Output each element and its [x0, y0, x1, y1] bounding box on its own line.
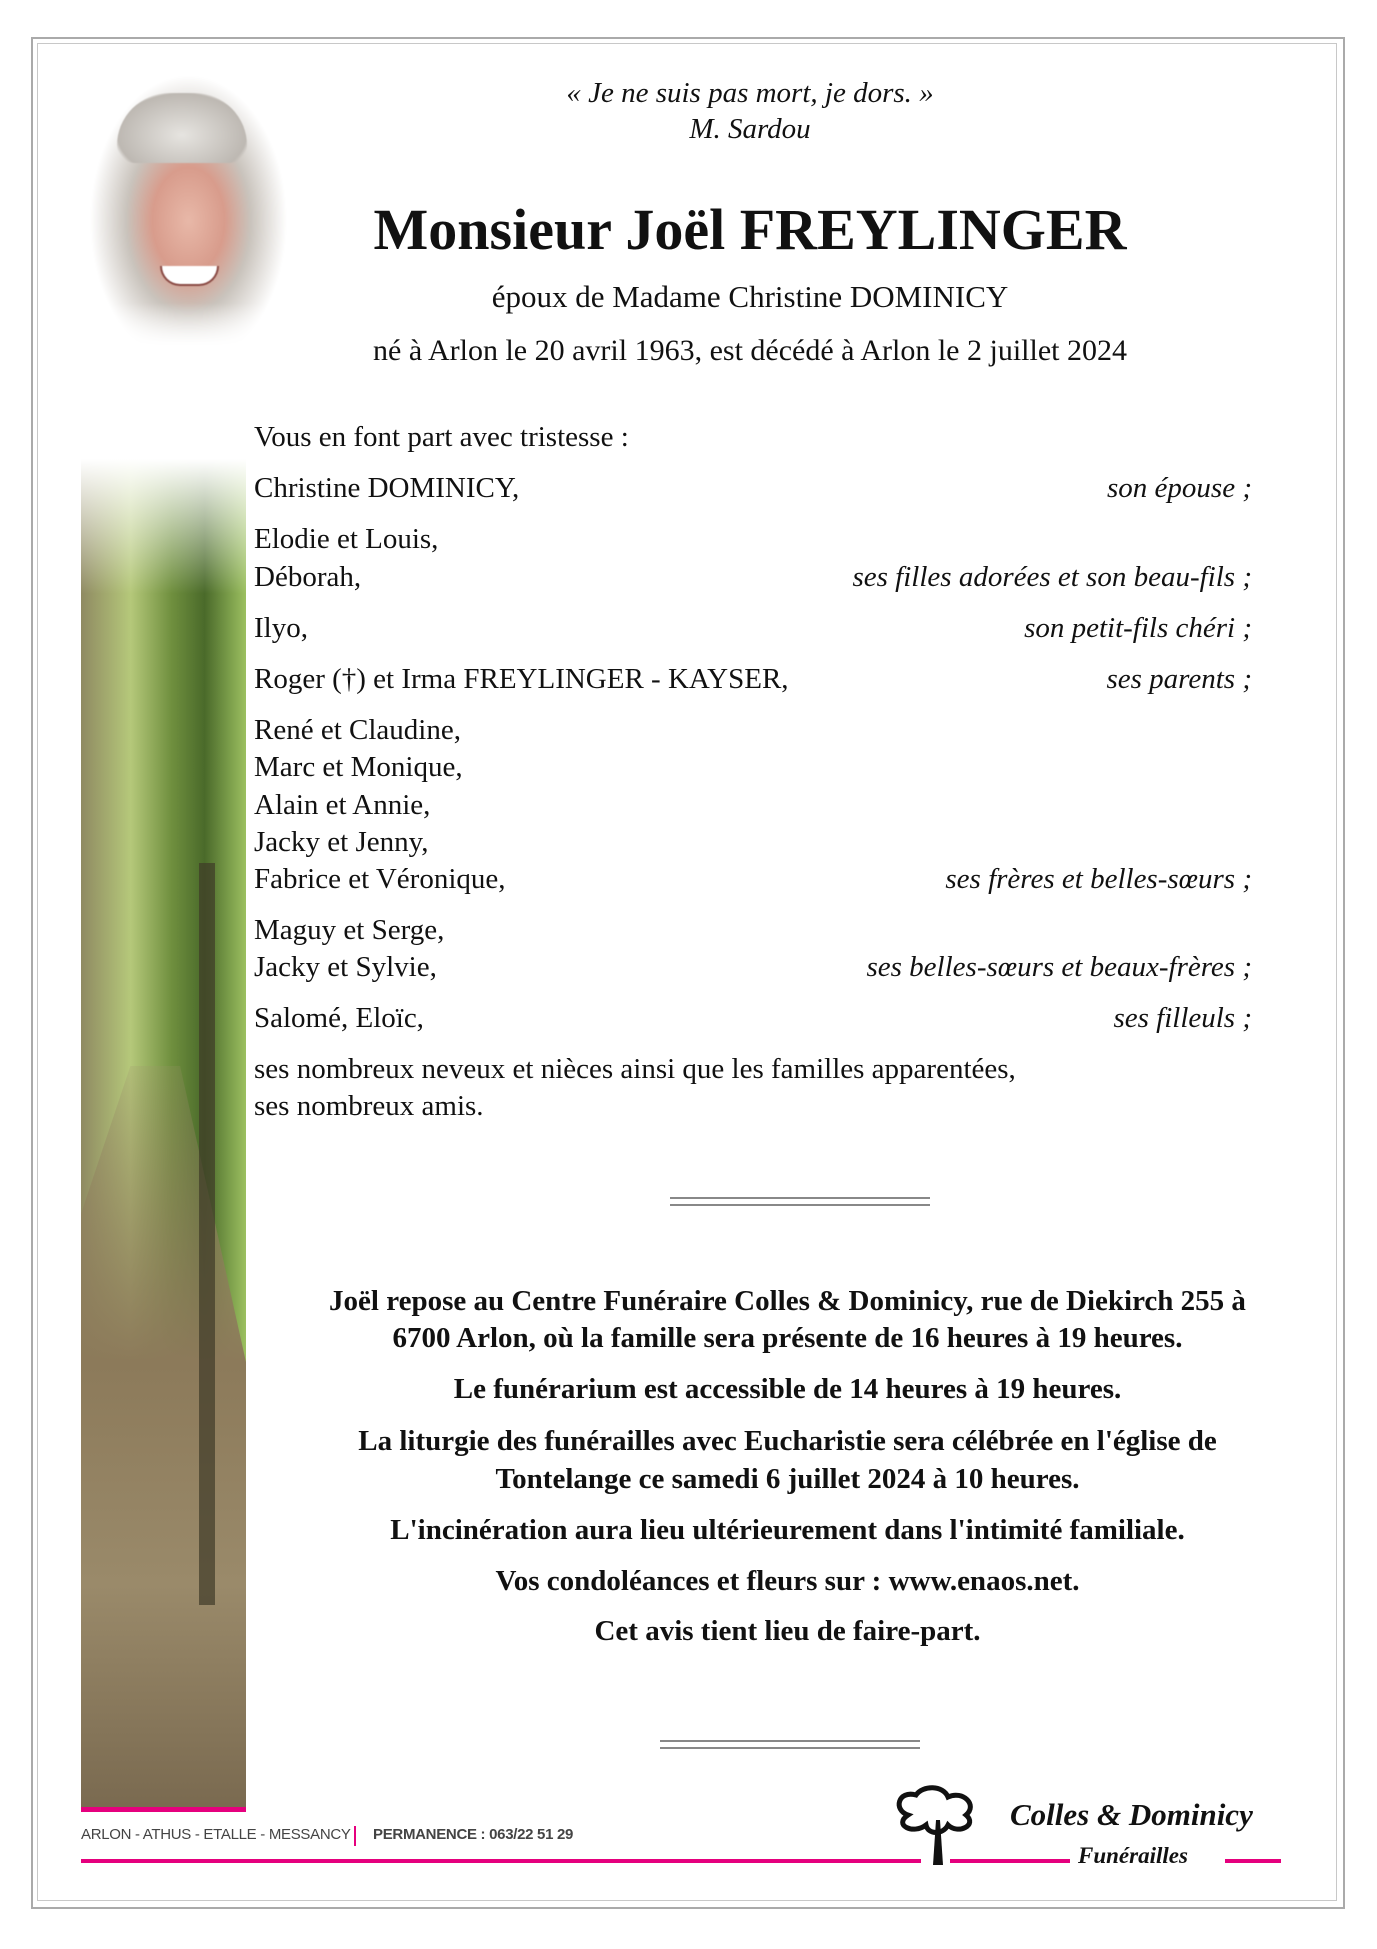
- tree-logo-icon: [888, 1785, 983, 1870]
- logo-subtitle: Funérailles: [1078, 1843, 1188, 1868]
- family-row: [254, 661, 1252, 697]
- footer-line: [81, 1859, 921, 1863]
- family-row: [254, 559, 1252, 595]
- spouse-line: époux de Madame Christine DOMINICY: [491, 279, 1009, 314]
- family-members: Marc et Monique,: [254, 751, 463, 783]
- family-row: [254, 861, 1252, 897]
- family-row: [254, 912, 1252, 948]
- family-members: Jacky et Sylvie,: [254, 951, 437, 983]
- family-members: Elodie et Louis,: [254, 523, 439, 555]
- family-relation: son petit-fils chéri ;: [1024, 612, 1252, 644]
- logo-name: Colles & Dominicy: [1010, 1797, 1253, 1832]
- family-relation: ses filles adorées et son beau-fils ;: [852, 561, 1252, 593]
- family-relation: ses frères et belles-sœurs ;: [945, 863, 1252, 895]
- family-members: Fabrice et Véronique,: [254, 863, 506, 895]
- family-relation: ses belles-sœurs et beaux-frères ;: [866, 951, 1252, 983]
- info-line: 6700 Arlon, où la famille sera présente de 16 heures à 19 heures.: [392, 1322, 1183, 1354]
- intro-line: [254, 419, 1252, 455]
- family-row: [254, 1000, 1252, 1036]
- info-line: La liturgie des funérailles avec Eucharistie sera célébrée en l'église de: [358, 1425, 1217, 1457]
- family-row: [254, 824, 1252, 860]
- family-row: [254, 610, 1252, 646]
- dates-line: né à Arlon le 20 avril 1963, est décédé à Arlon le 2 juillet 2024: [373, 334, 1127, 367]
- info-line: Joël repose au Centre Funéraire Colles & Dominicy, rue de Diekirch 255 à: [329, 1285, 1246, 1317]
- family-members: Déborah,: [254, 561, 362, 593]
- family-row: [254, 712, 1252, 748]
- portrait-photo: [62, 68, 292, 373]
- family-members: ses nombreux neveux et nièces ainsi que les familles apparentées,: [254, 1053, 1016, 1085]
- family-members: Salomé, Eloïc,: [254, 1002, 424, 1034]
- family-row: [254, 749, 1252, 785]
- family-members: Ilyo,: [254, 612, 308, 644]
- footer-separator: [354, 1826, 356, 1846]
- family-members: Maguy et Serge,: [254, 914, 445, 946]
- family-row: [254, 1088, 1252, 1124]
- quote-text: « Je ne suis pas mort, je dors. »: [566, 77, 934, 109]
- divider: [660, 1740, 920, 1749]
- info-line: Le funérarium est accessible de 14 heures à 19 heures.: [453, 1373, 1122, 1405]
- family-row: [254, 1051, 1252, 1087]
- family-members: René et Claudine,: [254, 714, 461, 746]
- family-row: [254, 787, 1252, 823]
- family-row: [254, 521, 1252, 557]
- family-relation: ses filleuls ;: [1113, 1002, 1252, 1034]
- info-line: Tontelange ce samedi 6 juillet 2024 à 10 heures.: [495, 1463, 1080, 1495]
- footer-line: [1225, 1859, 1281, 1863]
- info-line: Cet avis tient lieu de faire-part.: [594, 1615, 981, 1647]
- family-row: [254, 470, 1252, 506]
- info-line: L'incinération aura lieu ultérieurement dans l'intimité familiale.: [390, 1514, 1185, 1546]
- intro-text: Vous en font part avec tristesse :: [254, 421, 629, 453]
- divider: [670, 1197, 930, 1206]
- family-members: Jacky et Jenny,: [254, 826, 429, 858]
- family-members: Alain et Annie,: [254, 789, 431, 821]
- footer-locations: ARLON - ATHUS - ETALLE - MESSANCY: [81, 1826, 351, 1843]
- family-relation: son épouse ;: [1107, 472, 1252, 504]
- family-relation: ses parents ;: [1106, 663, 1252, 695]
- family-row: [254, 949, 1252, 985]
- family-members: Roger (†) et Irma FREYLINGER - KAYSER,: [254, 663, 789, 695]
- info-line: Vos condoléances et fleurs sur : www.enaos.net.: [495, 1565, 1080, 1597]
- quote-author: M. Sardou: [689, 113, 811, 145]
- family-members: ses nombreux amis.: [254, 1090, 484, 1122]
- forest-path-image: [81, 459, 246, 1807]
- family-members: Christine DOMINICY,: [254, 472, 520, 504]
- footer-permanence: PERMANENCE : 063/22 51 29: [373, 1826, 574, 1843]
- deceased-name: Monsieur Joël FREYLINGER: [373, 197, 1127, 262]
- accent-bar: [81, 1807, 246, 1812]
